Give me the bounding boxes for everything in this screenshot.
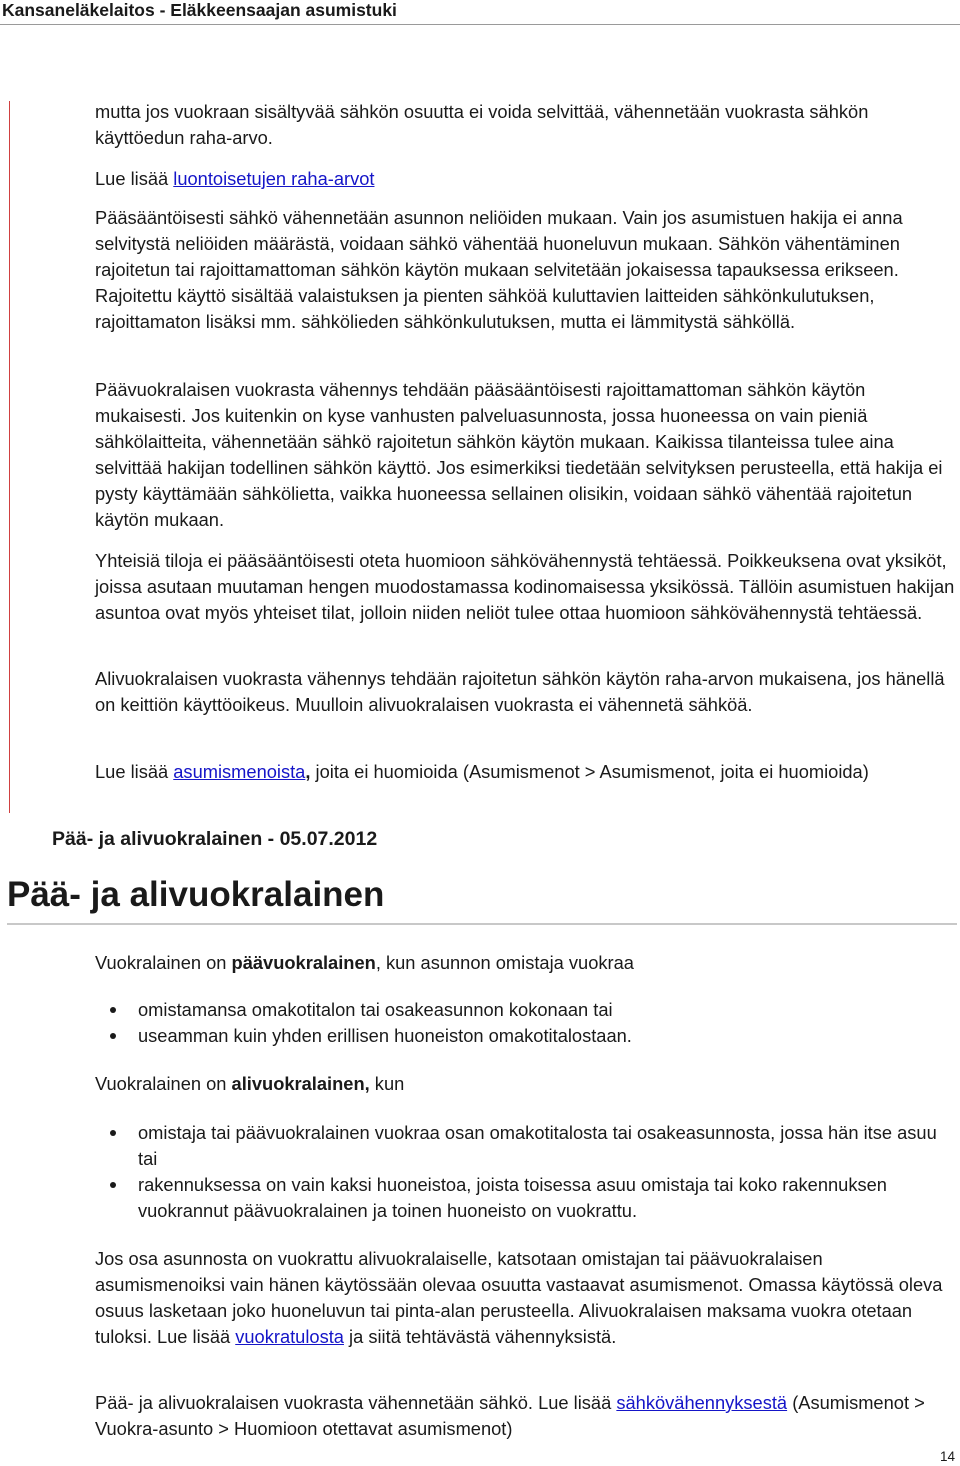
intro-suffix: kun	[369, 1073, 405, 1094]
change-bar	[9, 101, 10, 813]
paragraph-suffix: ja siitä tehtävästä vähennyksistä.	[343, 1326, 617, 1347]
paragraph-text: Pää- ja alivuokralaisen vuokrasta vähennetään sähkö. Lue lisää	[95, 1392, 617, 1413]
list-item-text: omistamansa omakotitalon tai osakeasunnon kokonaan tai	[138, 999, 613, 1020]
paragraph-text: Jos osa asunnosta on vuokrattu alivuokralaiselle, katsotaan omistajan tai päävuokralaisen asumismenoiksi vain hänen käytössään olevaa osuutta vastaavat asumismenot. Omassa käytössä oleva osuus lasketaan joko huoneluvun tai pinta-alan perusteella. Alivuokralaisen maksama vuokra otetaan tuloksi. Lue lisää	[95, 1248, 943, 1347]
paragraph-square-meters: Pääsääntöisesti sähkö vähennetään asunnon neliöiden mukaan. Vain jos asumistuen hakija ei anna selvitystä neliöiden määrästä, voidaan sähkö vähentää huoneluvun mukaan. Sähkön vähentäminen rajoitetun tai rajoittamattoman sähkön käytön mukaan selvitetään jokaisessa tapauksessa erikseen. Rajoitettu käyttö sisältää valaistuksen ja pienten sähköä kuluttavien laitteiden sähkönkulutuksen, rajoittamaton lisäksi mm. sähkölieden sähkönkulutuksen, mutta ei lämmitystä sähköllä.	[95, 207, 903, 332]
subtenant-list	[95, 1120, 955, 1224]
page-number: 14	[939, 1449, 955, 1464]
paragraph-subtenant: Alivuokralaisen vuokrasta vähennys tehdään rajoitetun sähkön käytön raha-arvon mukaisena, jos hänellä on keittiön käyttöoikeus. Muulloin alivuokralaisen vuokrasta ei vähennetä sähköä.	[95, 668, 945, 715]
bullet-icon	[110, 1033, 116, 1039]
electricity-deduction-link[interactable]: sähkövähennyksestä	[616, 1392, 788, 1413]
comma: ,	[305, 761, 311, 782]
read-more-prefix: Lue lisää	[95, 168, 174, 189]
paragraph-read-more-housing-costs	[95, 759, 957, 785]
intro-prefix: Vuokralainen on	[95, 1073, 232, 1094]
list-item-text: rakennuksessa on vain kaksi huoneistoa, joista toisessa asuu omistaja tai koko rakennuksen vuokrannut päävuokralainen ja toinen huoneisto on vuokrattu.	[138, 1174, 887, 1221]
paragraph-electricity-value: mutta jos vuokraan sisältyvää sähkön osuutta ei voida selvittää, vähennetään vuokrasta sähkön käyttöedun raha-arvo.	[95, 101, 869, 148]
intro-prefix: Vuokralainen on	[95, 952, 232, 973]
header-divider	[0, 24, 960, 25]
paragraph-subtenant-definition	[95, 1071, 957, 1097]
section-meta-title: Pää- ja alivuokralainen - 05.07.2012	[52, 828, 378, 850]
paragraph-suffix: (Asumismenot > Vuokra-asunto > Huomioon otettavat asumismenot)	[95, 1392, 925, 1439]
bullet-icon	[110, 1007, 116, 1013]
read-more-prefix: Lue lisää	[95, 761, 174, 782]
paragraph-common-spaces: Yhteisiä tiloja ei pääsääntöisesti oteta huomioon sähkövähennystä tehtäessä. Poikkeuksena ovat yksiköt, joissa asutaan muutaman hengen muodostamassa kodinomaisessa yksikössä. Tällöin asumistuen hakijan asuntoa ovat myös yhteiset tilat, jolloin niiden neliöt tulee ottaa huomioon sähkövähennystä tehtäessä.	[95, 550, 955, 623]
list-item	[95, 1120, 955, 1172]
paragraph-partial-rent	[95, 1246, 957, 1350]
section-heading: Pää- ja alivuokralainen	[7, 875, 385, 914]
housing-costs-link[interactable]: asumismenoista	[173, 761, 306, 782]
term-subtenant: alivuokralainen,	[231, 1073, 370, 1094]
intro-suffix: , kun asunnon omistaja vuokraa	[375, 952, 634, 973]
read-more-suffix: joita ei huomioida (Asumismenot > Asumismenot, joita ei huomioida)	[310, 761, 869, 782]
bullet-icon	[110, 1130, 116, 1136]
list-item	[95, 997, 955, 1023]
list-item-text: omistaja tai päävuokralainen vuokraa osan omakotitalosta tai osakeasunnosta, jossa hän itse asuu tai	[138, 1122, 937, 1169]
paragraph-main-tenant-definition	[95, 950, 957, 976]
list-item-text: useamman kuin yhden erillisen huoneiston omakotitalostaan.	[138, 1025, 632, 1046]
paragraph-main-tenant: Päävuokralaisen vuokrasta vähennys tehdään pääsääntöisesti rajoittamattoman sähkön käytön mukaisesti. Jos kuitenkin on kyse vanhusten palveluasunnosta, jossa huoneessa on vain pieniä sähkölaitteita, vähennetään sähkö rajoitetun sähkön käytön mukaan. Kaikissa tilanteissa tulee aina selvittää hakijan todellinen sähkön käyttö. Jos esimerkiksi tiedetään selvityksen perusteella, että hakija ei pysty käyttämään sähkölietta, vaikka huoneessa sellainen olisikin, voidaan sähkö vähentää rajoitetun käytön mukaan.	[95, 379, 943, 530]
list-item	[95, 1023, 955, 1049]
bullet-icon	[110, 1182, 116, 1188]
main-tenant-list	[95, 997, 955, 1049]
heading-divider	[7, 923, 957, 925]
paragraph-read-more-benefits	[95, 166, 957, 192]
document-header-title: Kansaneläkelaitos - Eläkkeensaajan asumistuki	[2, 0, 397, 20]
list-item	[95, 1172, 955, 1224]
rental-income-link[interactable]: vuokratulosta	[235, 1326, 344, 1347]
paragraph-electricity-deduction	[95, 1390, 957, 1442]
term-main-tenant: päävuokralainen	[231, 952, 376, 973]
benefits-value-link[interactable]: luontoisetujen raha-arvot	[173, 168, 375, 189]
